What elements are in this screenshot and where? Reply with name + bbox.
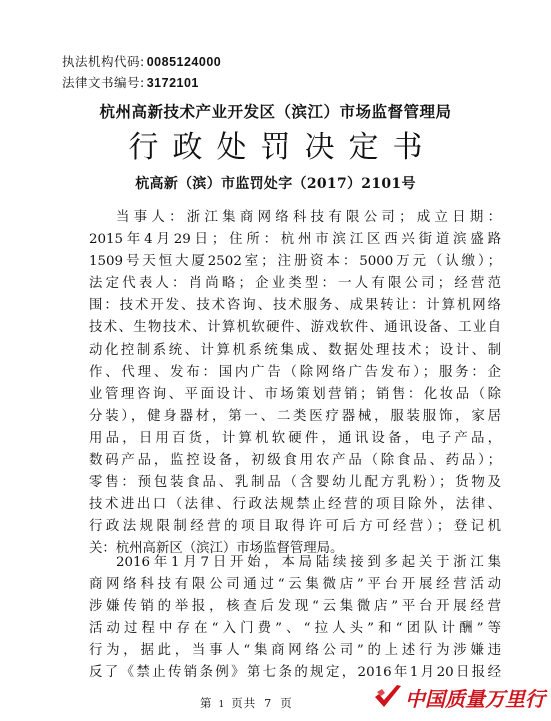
watermark-text: 中国质量万里行 [405,686,545,711]
legal-doc-number-line [62,73,199,91]
party-info-paragraph [89,207,501,561]
paragraph-line: 业管理咨询、平面设计、市场策划营销；销售：化妆品（除 [89,386,501,402]
paragraph-line: 技术、生物技术、计算机软硬件、游戏软件、通讯设备、工业自 [89,320,501,336]
paragraph-line: 行为，据此，当事人“集商网络公司”的上述行为涉嫌违 [89,643,501,659]
page-prefix: 第 [200,696,213,710]
enforcement-code-line [62,52,221,70]
checkmark-logo-icon [373,683,403,711]
paragraph-line: 反了《禁止传销条例》第七条的规定，2016年1月20日报经 [89,665,501,681]
paragraph-line: 围：技术开发、技术咨询、技术服务、成果转让：计算机网络 [89,298,501,314]
enforcement-code-value: 0085124000 [146,55,222,69]
page-suffix: 页 [280,696,293,710]
paragraph-line: 关：杭州高新区（滨江）市场监督管理局。 [89,541,344,557]
paragraph-line: 作、代理、发布：国内广告（除网络广告发布）；服务：企 [89,364,501,380]
paragraph-line: 动化控制系统、计算机系统集成、数据处理技术；设计、制 [89,342,501,358]
paragraph-line: 数码产品，监控设备，初级食用农产品（除食品、药品）； [89,453,501,469]
document-number: 杭高新（滨）市监罚处字（2017）2101号 [135,176,416,192]
paragraph-line: 涉嫌传销的举报，核查后发现“云集微店”平台开展经营 [89,599,501,615]
paragraph-line: 分装），健身器材，第一、二类医疗器械，服装服饰，家居 [89,408,501,424]
case-facts-paragraph [89,552,501,685]
page-middle: 页共 [231,696,257,710]
paragraph-line: 行政法规限制经营的项目取得许可后方可经营）；登记机 [89,519,501,535]
paragraph-line: 零售：预包装食品、乳制品（含婴幼儿配方乳粉）；货物及 [89,475,501,491]
paragraph-line: 2016年1月7日开始，本局陆续接到多起关于浙江集 [116,555,501,570]
paragraph-line: 用品，日用百货，计算机软硬件，通讯设备，电子产品， [89,430,501,446]
paragraph-line: 2015年4月29日；住所：杭州市滨江区西兴街道滨盛路 [89,232,501,248]
page-total: 7 [264,697,273,710]
paragraph-line: 活动过程中存在“入门费”、“拉人头”和“团队计酬”等 [89,621,501,637]
legal-doc-number-value: 3172101 [146,76,199,90]
legal-doc-number-label: 法律文书编号: [62,75,145,90]
issuing-organization: 杭州高新技术产业开发区（滨江）市场监督管理局 [99,102,452,121]
paragraph-line: 技术进出口（法律、行政法规禁止经营的项目除外，法律、 [89,497,501,513]
paragraph-line: 当事人：浙江集商网络科技有限公司；成立日期： [116,210,501,225]
paragraph-line: 法定代表人：肖尚略；企业类型：一人有限公司；经营范 [89,276,501,292]
paragraph-line: 1509号天恒大厦2502室；注册资本：5000万元（认缴）； [89,254,501,270]
enforcement-code-label: 执法机构代码: [62,54,145,69]
page-number-footer [200,695,293,711]
page-current: 1 [218,700,226,710]
paragraph-line: 商网络科技有限公司通过“云集微店”平台开展经营活动 [89,577,501,593]
document-title: 行政处罚决定书 [128,130,437,165]
watermark-logo [373,682,551,712]
